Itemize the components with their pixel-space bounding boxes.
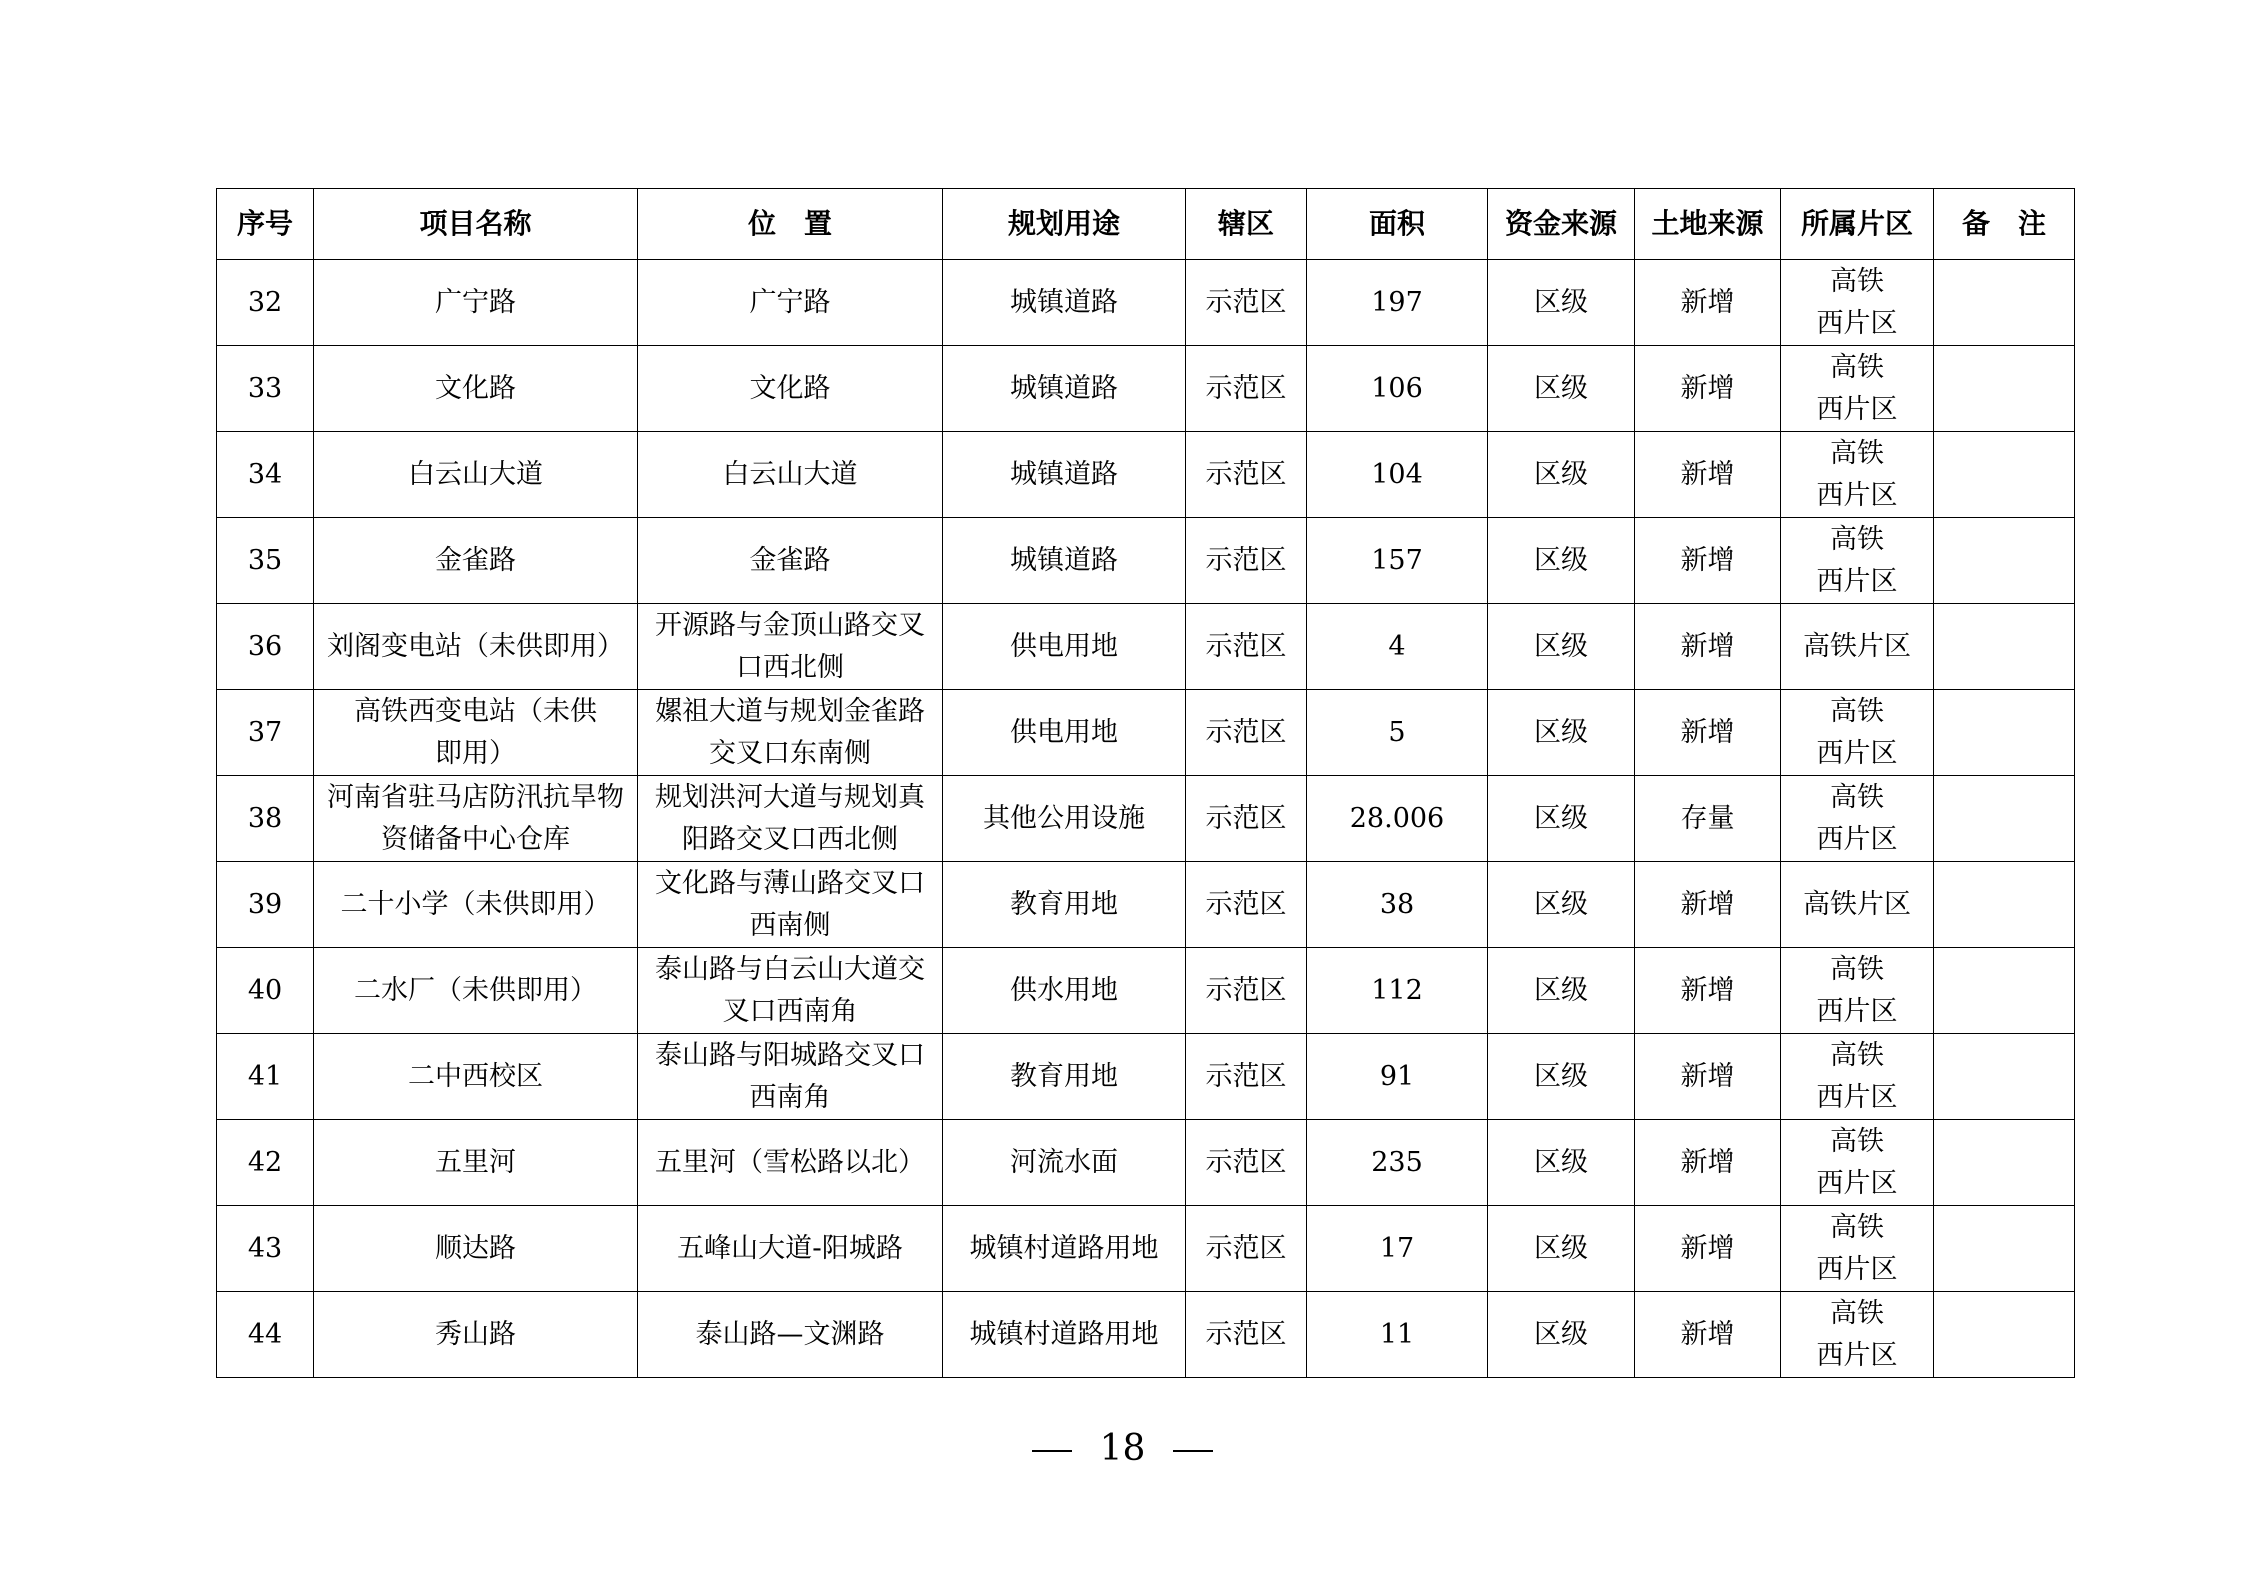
cell-land: 新增 — [1635, 260, 1781, 346]
cell-note — [1934, 690, 2075, 776]
cell-district: 示范区 — [1186, 260, 1307, 346]
header-name: 项目名称 — [314, 189, 638, 260]
cell-area: 235 — [1307, 1120, 1488, 1206]
cell-no: 37 — [217, 690, 314, 776]
cell-name: 秀山路 — [314, 1292, 638, 1378]
cell-use: 城镇道路 — [943, 260, 1186, 346]
cell-land: 新增 — [1635, 1034, 1781, 1120]
cell-no: 43 — [217, 1206, 314, 1292]
cell-area: 106 — [1307, 346, 1488, 432]
cell-area: 197 — [1307, 260, 1488, 346]
cell-note — [1934, 948, 2075, 1034]
table-row — [217, 776, 2075, 862]
cell-no: 32 — [217, 260, 314, 346]
cell-zone: 高铁 西片区 — [1781, 948, 1934, 1034]
cell-use: 城镇村道路用地 — [943, 1292, 1186, 1378]
cell-zone: 高铁 西片区 — [1781, 776, 1934, 862]
cell-fund: 区级 — [1488, 1206, 1635, 1292]
cell-note — [1934, 346, 2075, 432]
cell-district: 示范区 — [1186, 604, 1307, 690]
cell-land: 新增 — [1635, 604, 1781, 690]
dash-left — [1032, 1450, 1072, 1452]
page-number-text: 18 — [1099, 1428, 1146, 1469]
cell-land: 新增 — [1635, 1206, 1781, 1292]
cell-name: 五里河 — [314, 1120, 638, 1206]
cell-note — [1934, 776, 2075, 862]
cell-name: 广宁路 — [314, 260, 638, 346]
cell-location: 文化路 — [638, 346, 943, 432]
cell-note — [1934, 604, 2075, 690]
cell-zone: 高铁 西片区 — [1781, 260, 1934, 346]
cell-district: 示范区 — [1186, 1120, 1307, 1206]
cell-use: 河流水面 — [943, 1120, 1186, 1206]
cell-location: 规划洪河大道与规划真 阳路交叉口西北侧 — [638, 776, 943, 862]
cell-fund: 区级 — [1488, 346, 1635, 432]
cell-location: 开源路与金顶山路交叉 口西北侧 — [638, 604, 943, 690]
table-row — [217, 432, 2075, 518]
cell-zone: 高铁片区 — [1781, 604, 1934, 690]
cell-fund: 区级 — [1488, 1034, 1635, 1120]
cell-fund: 区级 — [1488, 260, 1635, 346]
cell-name: 高铁西变电站（未供 即用） — [314, 690, 638, 776]
header-note: 备 注 — [1934, 189, 2075, 260]
table-row — [217, 1206, 2075, 1292]
cell-location: 泰山路与阳城路交叉口 西南角 — [638, 1034, 943, 1120]
cell-note — [1934, 1034, 2075, 1120]
table-row — [217, 862, 2075, 948]
cell-zone: 高铁 西片区 — [1781, 1206, 1934, 1292]
cell-name: 金雀路 — [314, 518, 638, 604]
cell-district: 示范区 — [1186, 1292, 1307, 1378]
cell-note — [1934, 1120, 2075, 1206]
cell-area: 104 — [1307, 432, 1488, 518]
cell-use: 供水用地 — [943, 948, 1186, 1034]
table-row — [217, 1034, 2075, 1120]
table-row — [217, 260, 2075, 346]
table-row — [217, 948, 2075, 1034]
cell-district: 示范区 — [1186, 432, 1307, 518]
cell-area: 91 — [1307, 1034, 1488, 1120]
cell-fund: 区级 — [1488, 690, 1635, 776]
cell-name: 二中西校区 — [314, 1034, 638, 1120]
header-location: 位 置 — [638, 189, 943, 260]
cell-no: 44 — [217, 1292, 314, 1378]
cell-use: 城镇道路 — [943, 432, 1186, 518]
header-zone: 所属片区 — [1781, 189, 1934, 260]
cell-area: 4 — [1307, 604, 1488, 690]
cell-zone: 高铁 西片区 — [1781, 1120, 1934, 1206]
cell-name: 二水厂（未供即用） — [314, 948, 638, 1034]
cell-land: 新增 — [1635, 862, 1781, 948]
cell-land: 新增 — [1635, 518, 1781, 604]
cell-fund: 区级 — [1488, 776, 1635, 862]
cell-no: 42 — [217, 1120, 314, 1206]
cell-use: 城镇道路 — [943, 518, 1186, 604]
header-district: 辖区 — [1186, 189, 1307, 260]
cell-land: 存量 — [1635, 776, 1781, 862]
table-row — [217, 1292, 2075, 1378]
cell-fund: 区级 — [1488, 948, 1635, 1034]
cell-note — [1934, 432, 2075, 518]
cell-zone: 高铁 西片区 — [1781, 1034, 1934, 1120]
cell-zone: 高铁 西片区 — [1781, 432, 1934, 518]
cell-use: 供电用地 — [943, 690, 1186, 776]
cell-note — [1934, 518, 2075, 604]
header-use: 规划用途 — [943, 189, 1186, 260]
cell-no: 36 — [217, 604, 314, 690]
cell-district: 示范区 — [1186, 862, 1307, 948]
cell-location: 文化路与薄山路交叉口 西南侧 — [638, 862, 943, 948]
cell-no: 35 — [217, 518, 314, 604]
table-row — [217, 690, 2075, 776]
cell-location: 嫘祖大道与规划金雀路 交叉口东南侧 — [638, 690, 943, 776]
cell-land: 新增 — [1635, 346, 1781, 432]
cell-note — [1934, 862, 2075, 948]
cell-use: 城镇村道路用地 — [943, 1206, 1186, 1292]
cell-no: 41 — [217, 1034, 314, 1120]
cell-use: 供电用地 — [943, 604, 1186, 690]
cell-fund: 区级 — [1488, 1120, 1635, 1206]
cell-use: 教育用地 — [943, 862, 1186, 948]
cell-district: 示范区 — [1186, 948, 1307, 1034]
cell-district: 示范区 — [1186, 346, 1307, 432]
cell-fund: 区级 — [1488, 1292, 1635, 1378]
cell-area: 28.006 — [1307, 776, 1488, 862]
cell-no: 33 — [217, 346, 314, 432]
cell-district: 示范区 — [1186, 518, 1307, 604]
cell-land: 新增 — [1635, 1120, 1781, 1206]
cell-name: 河南省驻马店防汛抗旱物 资储备中心仓库 — [314, 776, 638, 862]
cell-use: 教育用地 — [943, 1034, 1186, 1120]
cell-district: 示范区 — [1186, 690, 1307, 776]
dash-right — [1173, 1450, 1213, 1452]
cell-area: 11 — [1307, 1292, 1488, 1378]
cell-use: 城镇道路 — [943, 346, 1186, 432]
cell-land: 新增 — [1635, 1292, 1781, 1378]
cell-zone: 高铁 西片区 — [1781, 690, 1934, 776]
cell-land: 新增 — [1635, 948, 1781, 1034]
cell-fund: 区级 — [1488, 604, 1635, 690]
cell-location: 泰山路—文渊路 — [638, 1292, 943, 1378]
page-number — [0, 1428, 2245, 1469]
cell-location: 泰山路与白云山大道交 叉口西南角 — [638, 948, 943, 1034]
header-row — [217, 189, 2075, 260]
cell-location: 广宁路 — [638, 260, 943, 346]
cell-zone: 高铁 西片区 — [1781, 1292, 1934, 1378]
cell-area: 17 — [1307, 1206, 1488, 1292]
cell-fund: 区级 — [1488, 862, 1635, 948]
cell-fund: 区级 — [1488, 432, 1635, 518]
cell-district: 示范区 — [1186, 776, 1307, 862]
cell-land: 新增 — [1635, 690, 1781, 776]
cell-district: 示范区 — [1186, 1206, 1307, 1292]
header-area: 面积 — [1307, 189, 1488, 260]
cell-area: 5 — [1307, 690, 1488, 776]
project-table — [216, 188, 2075, 1378]
header-land: 土地来源 — [1635, 189, 1781, 260]
cell-no: 34 — [217, 432, 314, 518]
table-row — [217, 346, 2075, 432]
cell-note — [1934, 1206, 2075, 1292]
cell-name: 二十小学（未供即用） — [314, 862, 638, 948]
cell-location: 白云山大道 — [638, 432, 943, 518]
cell-fund: 区级 — [1488, 518, 1635, 604]
cell-name: 文化路 — [314, 346, 638, 432]
cell-name: 顺达路 — [314, 1206, 638, 1292]
cell-name: 刘阁变电站（未供即用） — [314, 604, 638, 690]
cell-note — [1934, 260, 2075, 346]
cell-no: 40 — [217, 948, 314, 1034]
table-row — [217, 518, 2075, 604]
cell-location: 五里河（雪松路以北） — [638, 1120, 943, 1206]
cell-location: 金雀路 — [638, 518, 943, 604]
cell-use: 其他公用设施 — [943, 776, 1186, 862]
cell-land: 新增 — [1635, 432, 1781, 518]
table-row — [217, 1120, 2075, 1206]
header-no: 序号 — [217, 189, 314, 260]
cell-zone: 高铁 西片区 — [1781, 346, 1934, 432]
header-fund: 资金来源 — [1488, 189, 1635, 260]
cell-name: 白云山大道 — [314, 432, 638, 518]
cell-area: 112 — [1307, 948, 1488, 1034]
cell-location: 五峰山大道-阳城路 — [638, 1206, 943, 1292]
cell-zone: 高铁片区 — [1781, 862, 1934, 948]
cell-no: 38 — [217, 776, 314, 862]
table-row — [217, 604, 2075, 690]
cell-no: 39 — [217, 862, 314, 948]
cell-area: 38 — [1307, 862, 1488, 948]
cell-note — [1934, 1292, 2075, 1378]
cell-district: 示范区 — [1186, 1034, 1307, 1120]
cell-area: 157 — [1307, 518, 1488, 604]
cell-zone: 高铁 西片区 — [1781, 518, 1934, 604]
